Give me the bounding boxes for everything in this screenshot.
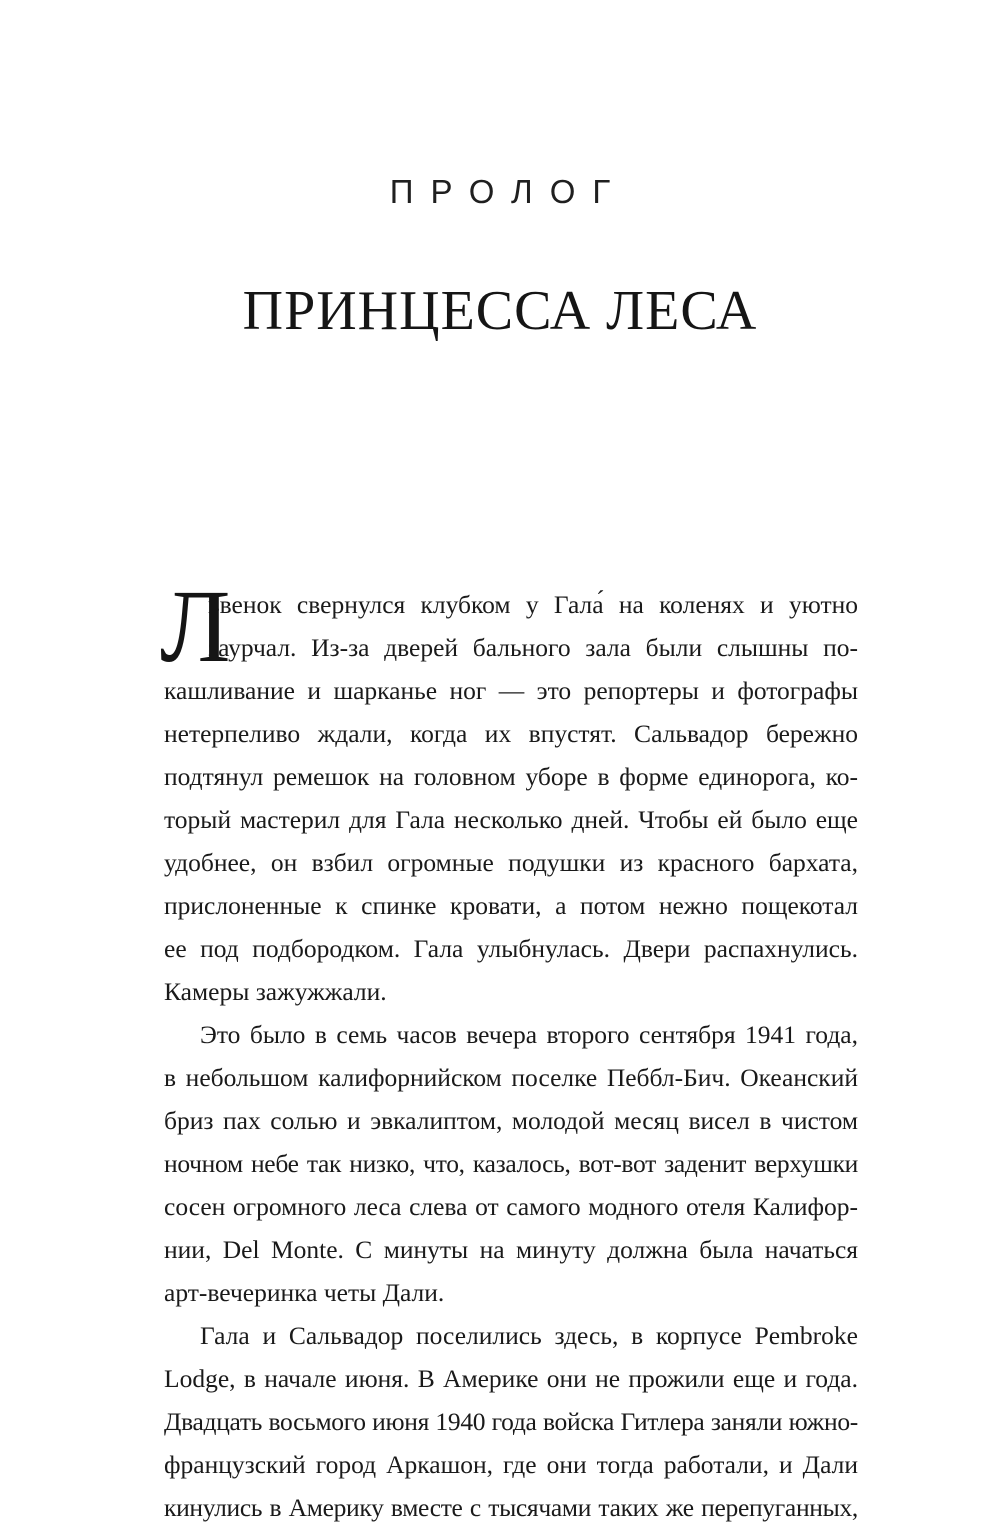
text-line: Двадцать восьмого июня 1940 года войска Гитлера заняли южно- [164,1407,858,1436]
text-line: ее под подбородком. Гала улыбнулась. Двери распахнулись. [164,934,858,963]
text-line: бриз пах солью и эвкалиптом, молодой месяц висел в чистом [164,1106,858,1135]
text-line: нетерпеливо ждали, когда их впустят. Сальвадор бережно [164,719,858,748]
text-line: прислоненные к спинке кровати, а потом нежно пощекотал [164,891,858,920]
text-line: подтянул ремешок на головном уборе в форме единорога, ко- [164,762,858,791]
text-line: кинулись в Америку вместе с тысячами таких же перепуганных, [164,1493,858,1522]
text-line: Камеры зажужжали. [164,977,387,1006]
text-line: арт-вечеринка четы Дали. [164,1278,445,1307]
text-line: Это было в семь часов вечера второго сентября 1941 года, [200,1020,858,1049]
section-kicker: ПРОЛОГ [389,173,628,210]
text-line: ночном небе так низко, что, казалось, вот-вот заденит верхушки [164,1149,858,1178]
text-line: Гала и Сальвадор поселились здесь, в корпусе Pembroke [200,1321,858,1350]
text-line: ьвенок свернулся клубком у Гала́ на коленях и уютно [208,590,858,619]
text-line: торый мастерил для Гала несколько дней. Чтобы ей было еще [164,805,858,834]
text-line: сосен огромного леса слева от самого модного отеля Калифор- [164,1192,858,1221]
body-text [160,569,858,1529]
text-line: французский город Аркашон, где они тогда работали, и Дали [164,1450,858,1479]
drop-cap: Л [160,569,231,684]
text-line: заурчал. Из-за дверей бального зала были слышны по- [208,633,858,662]
chapter-title: ПРИНЦЕССА ЛЕСА [242,280,758,342]
text-line: удобнее, он взбил огромные подушки из красного бархата, [164,848,858,877]
text-line: в небольшом калифорнийском поселке Пеббл-Бич. Океанский [164,1063,858,1092]
text-line: Lodge, в начале июня. В Америке они не прожили еще и года. [164,1364,858,1393]
text-line: нии, Del Monte. С минуты на минуту должна была начаться [164,1235,858,1264]
text-line: кашливание и шарканье ног — это репортеры и фотографы [164,676,858,705]
